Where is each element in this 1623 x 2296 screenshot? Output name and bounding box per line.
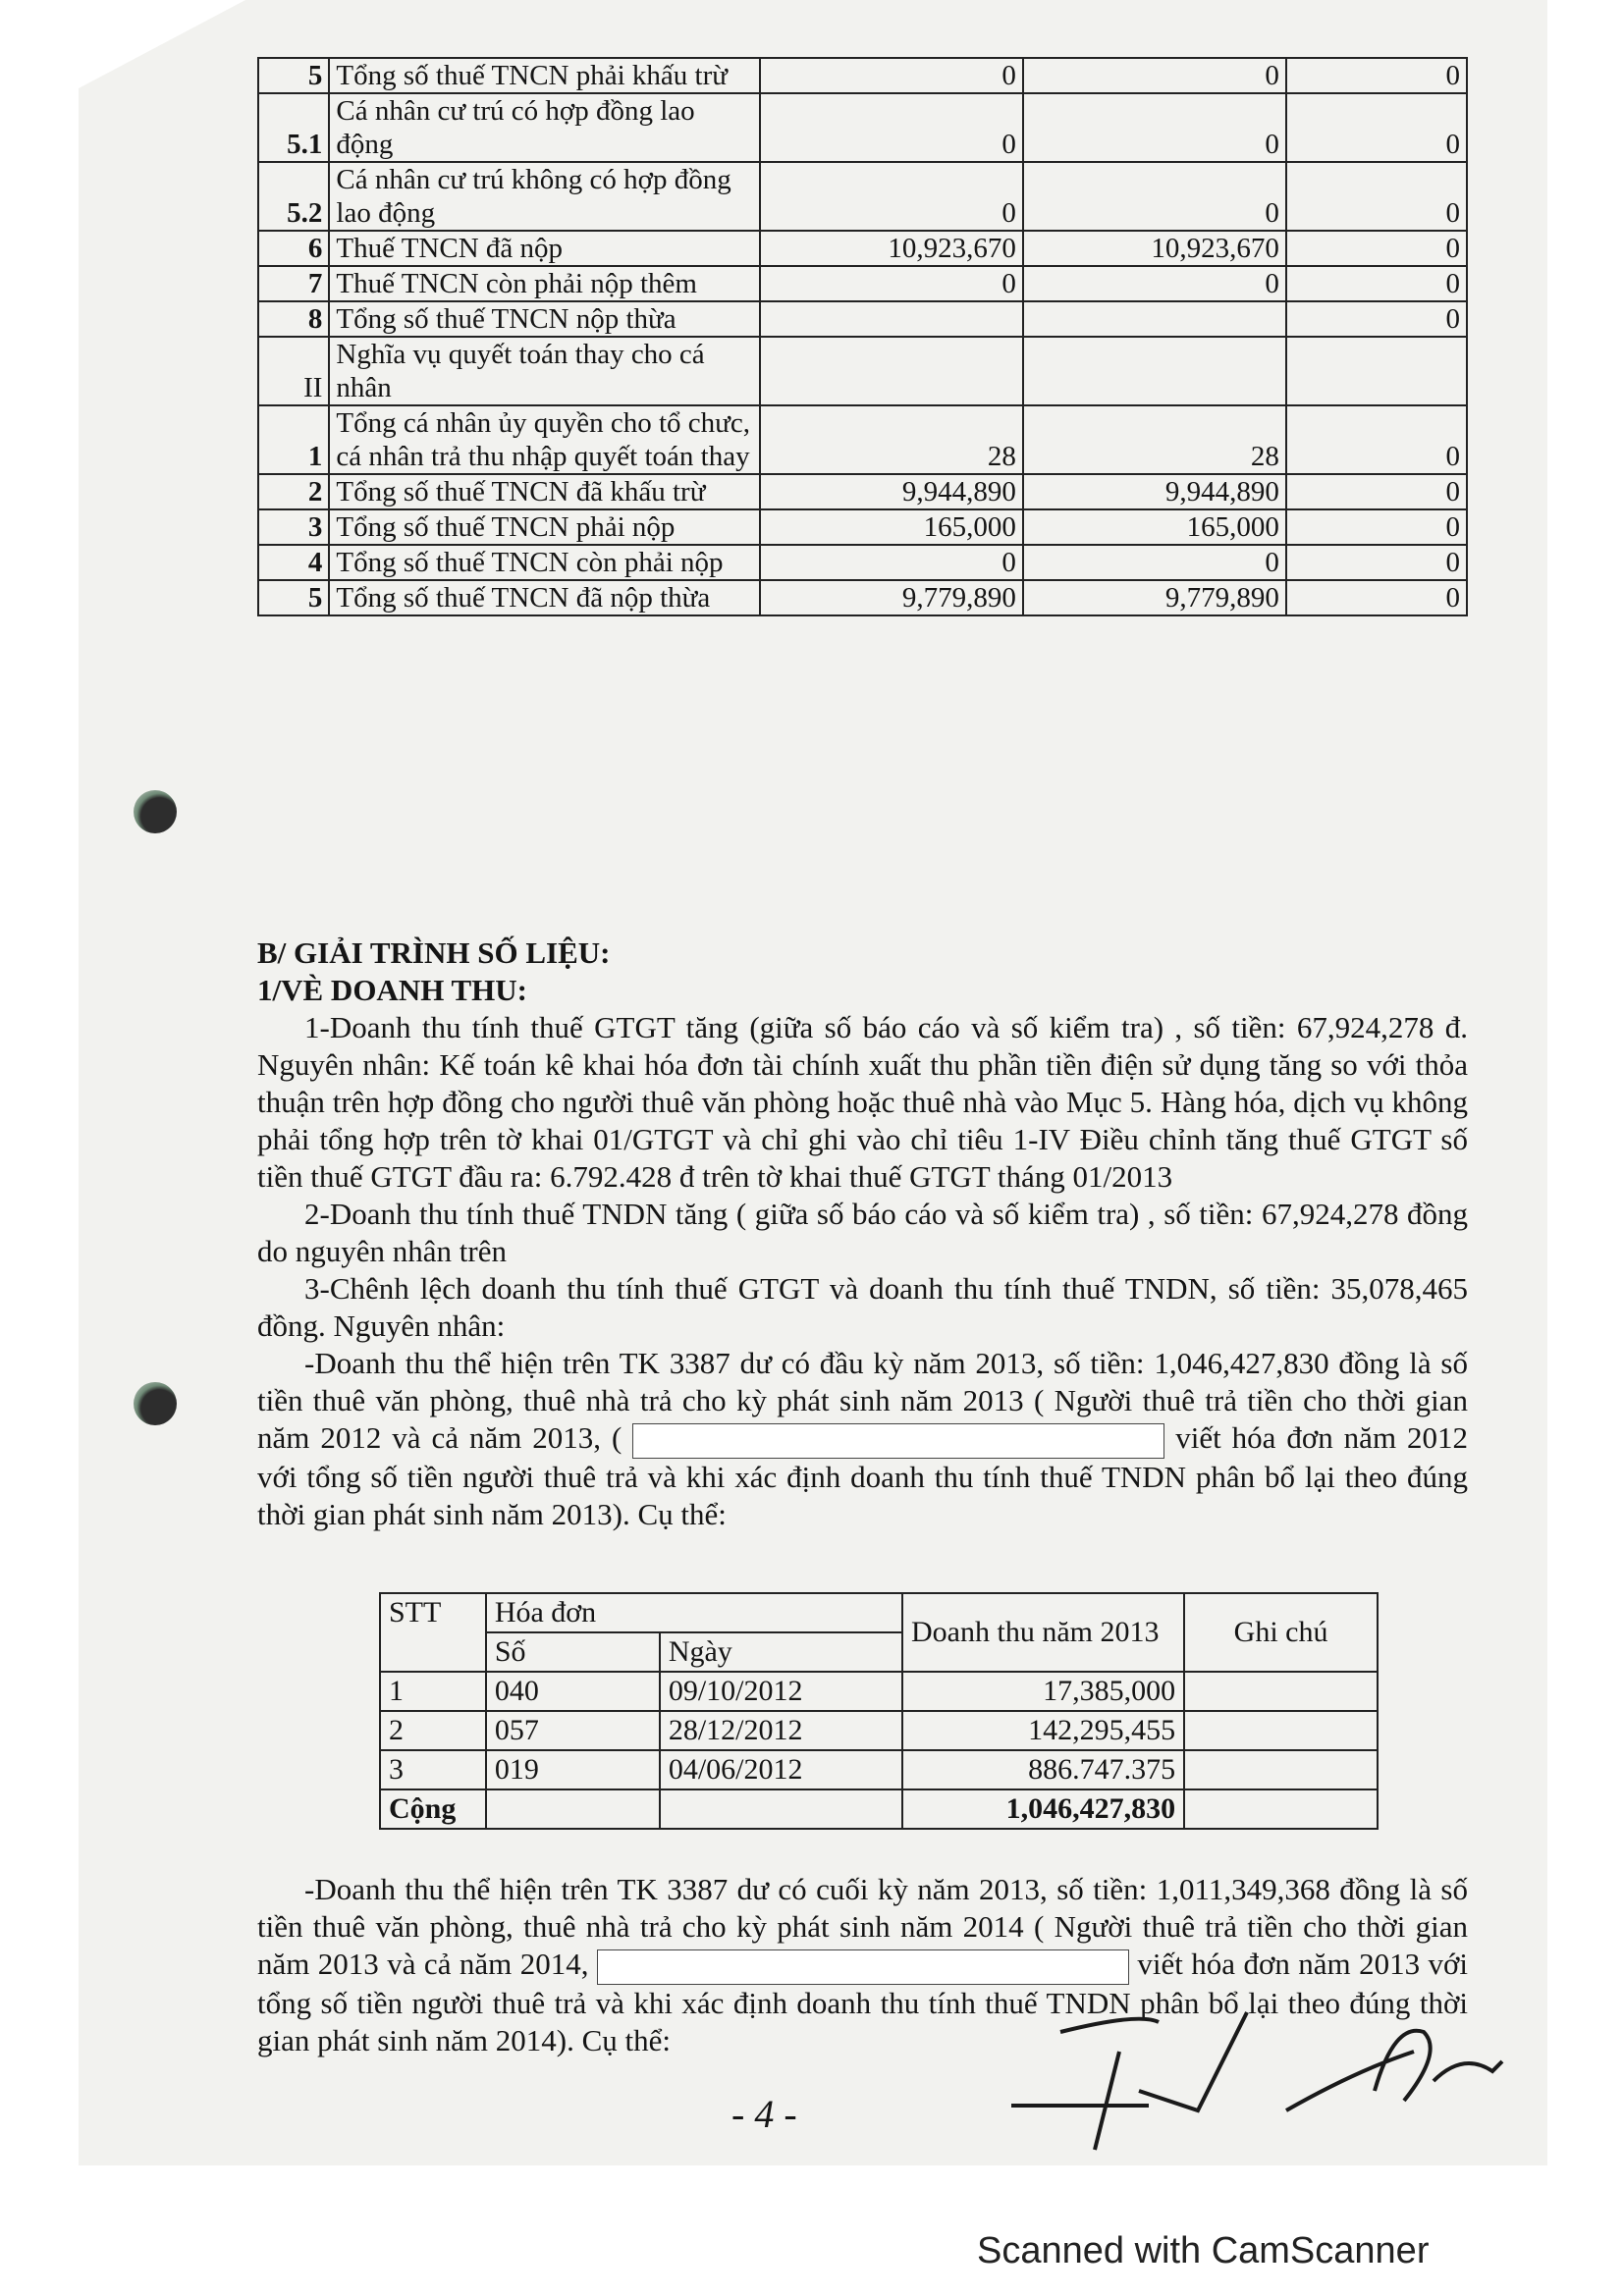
value-checked: 28 xyxy=(1023,405,1286,474)
row-number: 1 xyxy=(258,405,329,474)
invoice-cell-ngay: 04/06/2012 xyxy=(660,1750,902,1789)
summary-row xyxy=(258,231,1467,266)
value-checked: 0 xyxy=(1023,162,1286,231)
value-checked xyxy=(1023,337,1286,405)
tax-summary-table xyxy=(257,57,1468,616)
row-description: Tổng số thuế TNCN phải khấu trừ xyxy=(329,58,760,93)
value-reported: 9,944,890 xyxy=(760,474,1023,509)
value-checked: 0 xyxy=(1023,58,1286,93)
row-number: 4 xyxy=(258,545,329,580)
invoice-row xyxy=(380,1711,1378,1750)
summary-row xyxy=(258,162,1467,231)
value-difference: 0 xyxy=(1286,405,1467,474)
summary-row xyxy=(258,580,1467,615)
row-description: Cá nhân cư trú không có hợp đồng lao động xyxy=(329,162,760,231)
header-so: Số xyxy=(486,1632,660,1672)
summary-row xyxy=(258,58,1467,93)
value-checked xyxy=(1023,301,1286,337)
row-number: 2 xyxy=(258,474,329,509)
invoice-cell-stt: 1 xyxy=(380,1672,486,1711)
value-difference xyxy=(1286,337,1467,405)
row-description: Tổng số thuế TNCN phải nộp xyxy=(329,509,760,545)
invoice-cell-ngay: 09/10/2012 xyxy=(660,1672,902,1711)
total-value: 1,046,427,830 xyxy=(902,1789,1184,1829)
header-doanhthu: Doanh thu năm 2013 xyxy=(902,1593,1184,1672)
value-reported: 0 xyxy=(760,545,1023,580)
punch-hole-lower xyxy=(134,1382,177,1425)
total-empty-2 xyxy=(660,1789,902,1829)
summary-row xyxy=(258,337,1467,405)
paragraph-2: 2-Doanh thu tính thuế TNDN tăng ( giữa số báo cáo và số kiểm tra) , số tiền: 67,924,278 đồng do nguyên nhân trên xyxy=(257,1197,1468,1268)
value-difference: 0 xyxy=(1286,58,1467,93)
value-reported xyxy=(760,301,1023,337)
summary-row xyxy=(258,405,1467,474)
redacted-box xyxy=(632,1423,1164,1459)
invoice-cell-stt: 3 xyxy=(380,1750,486,1789)
row-number: 8 xyxy=(258,301,329,337)
value-reported: 0 xyxy=(760,162,1023,231)
value-checked: 9,779,890 xyxy=(1023,580,1286,615)
value-checked: 0 xyxy=(1023,93,1286,162)
invoice-cell-so: 040 xyxy=(486,1672,660,1711)
summary-row xyxy=(258,474,1467,509)
section-1-heading: 1/VÈ DOANH THU: xyxy=(257,973,528,1007)
paragraph-5-part-a: -Doanh thu thể hiện trên TK 3387 dư có cuối kỳ năm 2013, số tiền: 1,011,349,368 đồng là số tiền thuê văn phòng, thuê nhà trả cho kỳ phát sinh năm 2014 ( Người thuê trả tiền cho thời gian năm 2013 và cả năm 2014, xyxy=(257,1872,1468,1981)
row-number: 5 xyxy=(258,58,329,93)
invoice-cell-ghi xyxy=(1184,1711,1378,1750)
summary-row xyxy=(258,509,1467,545)
invoice-row xyxy=(380,1672,1378,1711)
row-number: 7 xyxy=(258,266,329,301)
value-difference: 0 xyxy=(1286,162,1467,231)
row-number: 5.2 xyxy=(258,162,329,231)
invoice-cell-ghi xyxy=(1184,1672,1378,1711)
value-difference: 0 xyxy=(1286,93,1467,162)
row-description: Tổng số thuế TNCN nộp thừa xyxy=(329,301,760,337)
total-empty-3 xyxy=(1184,1789,1378,1829)
paragraph-4-part-a: -Doanh thu thể hiện trên TK 3387 dư có đầu kỳ năm 2013, số tiền: 1,046,427,830 đồng là số tiền thuê văn phòng, thuê nhà trả cho kỳ phát sinh năm 2013 ( Người thuê trả tiền cho thời gian năm 2012 và cả năm 2013, ( xyxy=(257,1346,1468,1455)
summary-row xyxy=(258,93,1467,162)
value-reported: 10,923,670 xyxy=(760,231,1023,266)
paragraph-3: 3-Chênh lệch doanh thu tính thuế GTGT và doanh thu tính thuế TNDN, số tiền: 35,078,465 đồng. Nguyên nhân: xyxy=(257,1271,1468,1343)
summary-row xyxy=(258,266,1467,301)
invoice-cell-ghi xyxy=(1184,1750,1378,1789)
value-reported xyxy=(760,337,1023,405)
row-number: 5.1 xyxy=(258,93,329,162)
invoice-cell-dt: 17,385,000 xyxy=(902,1672,1184,1711)
row-description: Tổng số thuế TNCN đã nộp thừa xyxy=(329,580,760,615)
summary-row xyxy=(258,545,1467,580)
camscanner-watermark: Scanned with CamScanner xyxy=(977,2230,1430,2271)
invoice-table xyxy=(379,1592,1379,1830)
invoice-cell-stt: 2 xyxy=(380,1711,486,1750)
invoice-cell-ngay: 28/12/2012 xyxy=(660,1711,902,1750)
row-description: Tổng số thuế TNCN đã khấu trừ xyxy=(329,474,760,509)
redacted-box-2 xyxy=(597,1949,1129,1985)
handwritten-signatures xyxy=(1001,1993,1512,2160)
value-difference: 0 xyxy=(1286,545,1467,580)
value-difference: 0 xyxy=(1286,474,1467,509)
value-checked: 0 xyxy=(1023,545,1286,580)
value-reported: 0 xyxy=(760,58,1023,93)
paragraph-1: 1-Doanh thu tính thuế GTGT tăng (giữa số báo cáo và số kiểm tra) , số tiền: 67,924,278 đ. Nguyên nhân: Kế toán kê khai hóa đơn tài chính xuất thu phần tiền điện sử dụng tăng so với thỏa thuận trên hợp đồng cho người thuê văn phòng hoặc thuê nhà vào Mục 5. Hàng hóa, dịch vụ không phải tổng hợp trên tờ khai 01/GTGT và chỉ ghi vào chỉ tiêu 1-IV Điều chỉnh tăng thuế GTGT số tiền thuế GTGT đầu ra: 6.792.428 đ trên tờ khai thuế GTGT tháng 01/2013 xyxy=(257,1010,1468,1194)
page-fold xyxy=(79,0,245,88)
invoice-row xyxy=(380,1750,1378,1789)
value-difference: 0 xyxy=(1286,231,1467,266)
invoice-cell-dt: 886.747.375 xyxy=(902,1750,1184,1789)
value-checked: 9,944,890 xyxy=(1023,474,1286,509)
value-reported: 0 xyxy=(760,93,1023,162)
section-b-heading: B/ GIẢI TRÌNH SỐ LIỆU: xyxy=(257,935,611,970)
row-description: Tổng cá nhân ủy quyền cho tổ chưc, cá nhân trả thu nhập quyết toán thay xyxy=(329,405,760,474)
row-number: 3 xyxy=(258,509,329,545)
paragraph-4-part-b: viết hóa đơn năm 2012 với tổng số tiền người thuê trả và khi xác định doanh thu tính thuế TNDN phân bổ lại theo đúng thời gian phát sinh năm 2013). Cụ thể: xyxy=(257,1420,1469,1531)
value-checked: 10,923,670 xyxy=(1023,231,1286,266)
punch-hole-upper xyxy=(134,790,177,833)
paragraph-4 xyxy=(257,1345,1468,1533)
summary-row xyxy=(258,301,1467,337)
paragraph-5-part-b: viết hóa đơn năm 2013 với tổng số tiền người thuê trả và khi xác định doanh thu tính thuế TNDN phân bổ lại theo đúng thời gian phát sinh năm 2014). Cụ thể: xyxy=(257,1947,1469,2057)
value-difference: 0 xyxy=(1286,266,1467,301)
row-number: II xyxy=(258,337,329,405)
value-reported: 0 xyxy=(760,266,1023,301)
page-number: - 4 - xyxy=(731,2092,797,2136)
value-checked: 0 xyxy=(1023,266,1286,301)
header-stt: STT xyxy=(380,1593,486,1672)
explanation-section xyxy=(257,934,1468,1533)
row-description: Thuế TNCN còn phải nộp thêm xyxy=(329,266,760,301)
row-description: Cá nhân cư trú có hợp đồng lao động xyxy=(329,93,760,162)
header-ghichu: Ghi chú xyxy=(1184,1593,1378,1672)
value-reported: 28 xyxy=(760,405,1023,474)
invoice-cell-so: 019 xyxy=(486,1750,660,1789)
value-difference: 0 xyxy=(1286,301,1467,337)
invoice-cell-dt: 142,295,455 xyxy=(902,1711,1184,1750)
header-ngay: Ngày xyxy=(660,1632,902,1672)
invoice-cell-so: 057 xyxy=(486,1711,660,1750)
row-description: Tổng số thuế TNCN còn phải nộp xyxy=(329,545,760,580)
row-description: Nghĩa vụ quyết toán thay cho cá nhân xyxy=(329,337,760,405)
row-description: Thuế TNCN đã nộp xyxy=(329,231,760,266)
value-checked: 165,000 xyxy=(1023,509,1286,545)
row-number: 5 xyxy=(258,580,329,615)
total-label: Cộng xyxy=(380,1789,486,1829)
row-number: 6 xyxy=(258,231,329,266)
value-difference: 0 xyxy=(1286,580,1467,615)
header-hoadon: Hóa đơn xyxy=(486,1593,902,1632)
total-empty-1 xyxy=(486,1789,660,1829)
value-difference: 0 xyxy=(1286,509,1467,545)
value-reported: 9,779,890 xyxy=(760,580,1023,615)
value-reported: 165,000 xyxy=(760,509,1023,545)
